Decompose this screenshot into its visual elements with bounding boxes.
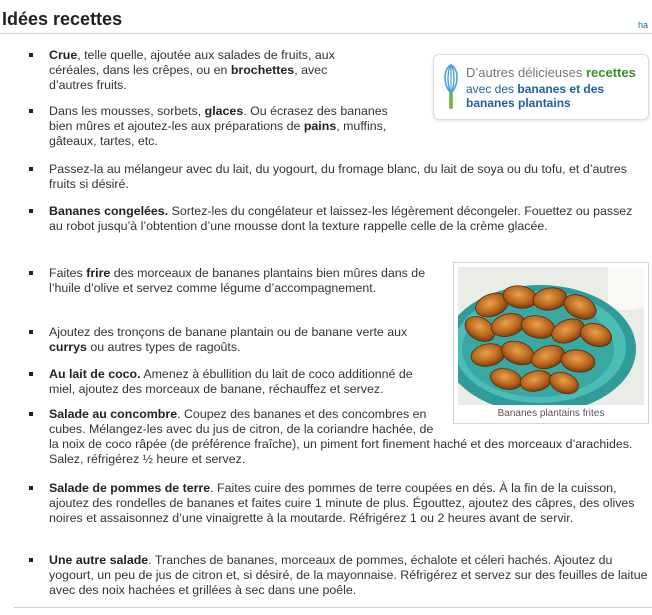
item-text: . Coupez des bananes et des concombres en cubes. Mélangez-les avec du jus de citron, de la coriandre hachée, de la noix de coco râpée (de préférence fraîche), un piment fort finement haché et des morceaux d’arachides. Salez, réfrigérez ½ heure et servez. bbox=[49, 407, 633, 466]
item-text: Sortez-les du congélateur et laissez-les légèrement décongeler. Fouettez ou passez au robot jusqu’à l’obtention d’une mousse dont la texture rappelle celle de la crème glacée. bbox=[49, 204, 633, 233]
tip-link[interactable] bbox=[466, 82, 646, 110]
item-text: . Faites cuire des pommes de terre coupées en dés. À la fin de la cuisson, ajoutez des rondelles de bananes et faites cuire 1 minute de plus. Égouttez, ajoutez des câpres, des olives noires et assaisonnez d’une vinaigrette à la moutarde. Réfrigérez 1 ou 2 heures avant de servir. bbox=[49, 481, 635, 525]
whisk-icon bbox=[440, 63, 462, 111]
item-lead: Au lait de coco. bbox=[49, 367, 141, 381]
item-text: Ajoutez des tronçons de banane plantain ou de banane verte aux bbox=[49, 325, 408, 339]
photo-caption: Bananes plantains frites bbox=[497, 408, 605, 419]
item-text: , avec d’autres fruits. bbox=[49, 63, 328, 92]
list-item bbox=[49, 325, 437, 355]
recipes-tip-box[interactable] bbox=[433, 54, 649, 120]
item-keyword: brochettes bbox=[230, 63, 295, 77]
list-item bbox=[49, 162, 647, 192]
item-keyword: pains bbox=[303, 119, 337, 133]
footer-divider bbox=[14, 607, 652, 608]
item-text: des morceaux de bananes plantains bien mûres dans de l’huile d’olive et servez comme légume d’accompagnement. bbox=[49, 266, 426, 295]
item-keyword: currys bbox=[49, 340, 87, 354]
list-item bbox=[49, 48, 369, 93]
tip-heading bbox=[466, 65, 636, 81]
item-lead: Salade de pommes de terre bbox=[49, 481, 211, 495]
item-lead: Crue bbox=[49, 48, 78, 62]
item-text: Passez-la au mélangeur avec du lait, du yogourt, du fromage blanc, du lait de soya ou du tofu, et d’autres fruits si désiré. bbox=[49, 162, 627, 191]
item-text: , muffins, gâteaux, tartes, etc. bbox=[49, 119, 387, 148]
fried-plantains-photo bbox=[458, 267, 644, 405]
section-header bbox=[0, 0, 652, 34]
list-item bbox=[49, 553, 649, 598]
photo-frame bbox=[453, 262, 649, 424]
item-keyword: frire bbox=[86, 266, 111, 280]
item-lead: Salade au concombre bbox=[49, 407, 178, 421]
item-text: , telle quelle, ajoutée aux salades de fruits, aux céréales, dans les crêpes, ou en bbox=[49, 48, 335, 77]
top-link[interactable]: ha bbox=[637, 20, 648, 30]
list-item bbox=[49, 204, 647, 234]
item-text: . Tranches de bananes, morceaux de pommes, échalote et céleri hachés. Ajoutez du yogourt, un peu de jus de citron et, si désiré, de la mayonnaise. Réfrigérez et servez sur des feuilles de laitue avec des noix hachées et grillées à sec dans une poêle. bbox=[49, 553, 648, 597]
item-lead: Bananes congelées. bbox=[49, 204, 169, 218]
item-text: ou autres types de ragoûts. bbox=[86, 340, 241, 354]
tip-heading-text: D’autres délicieuses bbox=[466, 65, 586, 80]
tip-link-highlight[interactable]: bananes et des bananes plantains bbox=[466, 82, 605, 110]
item-keyword: glaces bbox=[204, 104, 244, 118]
tip-link-text[interactable]: avec des bbox=[466, 82, 518, 96]
item-text: Amenez à ébullition du lait de coco additionné de miel, ajoutez des morceaux de banane, réchauffez et servez. bbox=[49, 367, 413, 396]
item-text: . Ou écrasez des bananes bien mûres et ajoutez-les aux préparations de bbox=[49, 104, 388, 133]
list-item bbox=[49, 481, 647, 526]
list-item bbox=[49, 104, 394, 149]
item-lead: Une autre salade bbox=[49, 553, 149, 567]
page-title: Idées recettes bbox=[2, 9, 123, 29]
tip-heading-highlight: recettes bbox=[585, 65, 636, 80]
list-item bbox=[49, 266, 437, 296]
item-text: Dans les mousses, sorbets, bbox=[49, 104, 205, 118]
item-text: Faites bbox=[49, 266, 87, 280]
header-divider bbox=[0, 33, 652, 34]
list-item bbox=[49, 367, 441, 397]
